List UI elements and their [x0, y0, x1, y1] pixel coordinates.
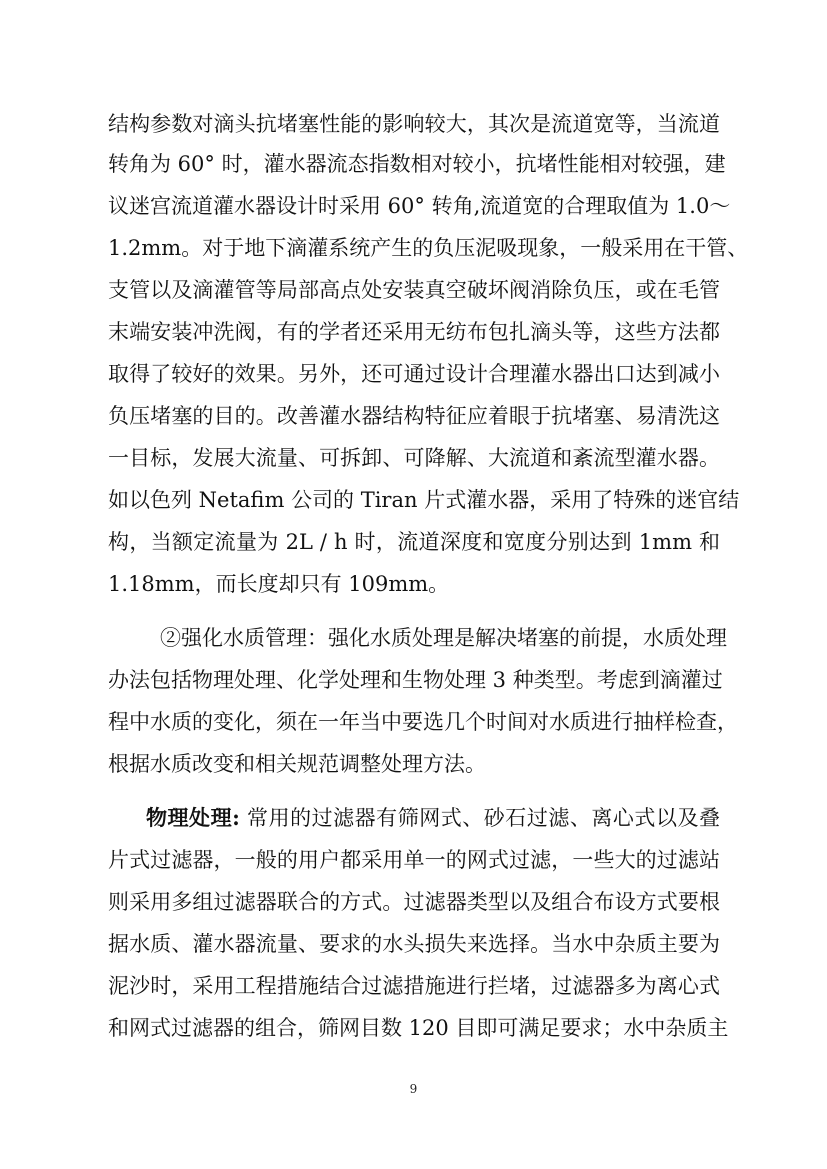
text-line: 取得了较好的效果。另外，还可通过设计合理灌水器出口达到减小 — [108, 362, 720, 386]
text-line: 办法包括物理处理、化学处理和生物处理 3 种类型。考虑到滴灌过 — [108, 668, 723, 692]
text-line: 末端安装冲洗阀，有的学者还采用无纺布包扎滴头等，这些方法都 — [108, 320, 720, 344]
section-heading: 物理处理: — [146, 805, 240, 830]
text-line: 根据水质改变和相关规范调整处理方法。 — [108, 752, 486, 776]
text-line: 1.18mm，而长度却只有 109mm。 — [108, 572, 450, 596]
text-span: 常用的过滤器有筛网式、砂石过滤、离心式以及叠 — [247, 806, 720, 830]
page-number: 9 — [409, 1082, 418, 1096]
text-line: 则采用多组过滤器联合的方式。过滤器类型以及组合布设方式要根 — [108, 890, 720, 914]
text-line: 泥沙时，采用工程措施结合过滤措施进行拦堵，过滤器多为离心式 — [108, 974, 720, 998]
text-line: 和网式过滤器的组合，筛网目数 120 目即可满足要求；水中杂质主 — [108, 1016, 729, 1040]
text-line: 程中水质的变化，须在一年当中要选几个时间对水质进行抽样检查， — [108, 710, 738, 734]
text-line: 转角为 60° 时，灌水器流态指数相对较小，抗堵性能相对较强，建 — [108, 152, 726, 176]
text-line: 1.2mm。对于地下滴灌系统产生的负压泥吸现象，一般采用在干管、 — [108, 236, 749, 260]
text-line: 构，当额定流量为 2L / h 时，流道深度和宽度分别达到 1mm 和 — [108, 530, 720, 554]
text-line: 支管以及滴灌管等局部高点处安装真空破坏阀消除负压，或在毛管 — [108, 278, 720, 302]
text-line: 如以色列 Netafim 公司的 Tiran 片式灌水器，采用了特殊的迷官结 — [108, 488, 740, 512]
text-line: ②强化水质管理：强化水质处理是解决堵塞的前提，水质处理 — [160, 626, 727, 650]
text-line: 片式过滤器，一般的用户都采用单一的网式过滤，一些大的过滤站 — [108, 848, 720, 872]
text-line: 结构参数对滴头抗堵塞性能的影响较大，其次是流道宽等，当流道 — [108, 112, 720, 136]
text-line: 负压堵塞的目的。改善灌水器结构特征应着眼于抗堵塞、易清洗这 — [108, 404, 720, 428]
text-line: 据水质、灌水器流量、要求的水头损失来选择。当水中杂质主要为 — [108, 932, 720, 956]
text-line: 议迷宫流道灌水器设计时采用 60° 转角,流道宽的合理取值为 1.0～ — [108, 194, 731, 218]
text-line — [146, 798, 720, 838]
text-line: 一目标，发展大流量、可拆卸、可降解、大流道和紊流型灌水器。 — [108, 446, 720, 470]
